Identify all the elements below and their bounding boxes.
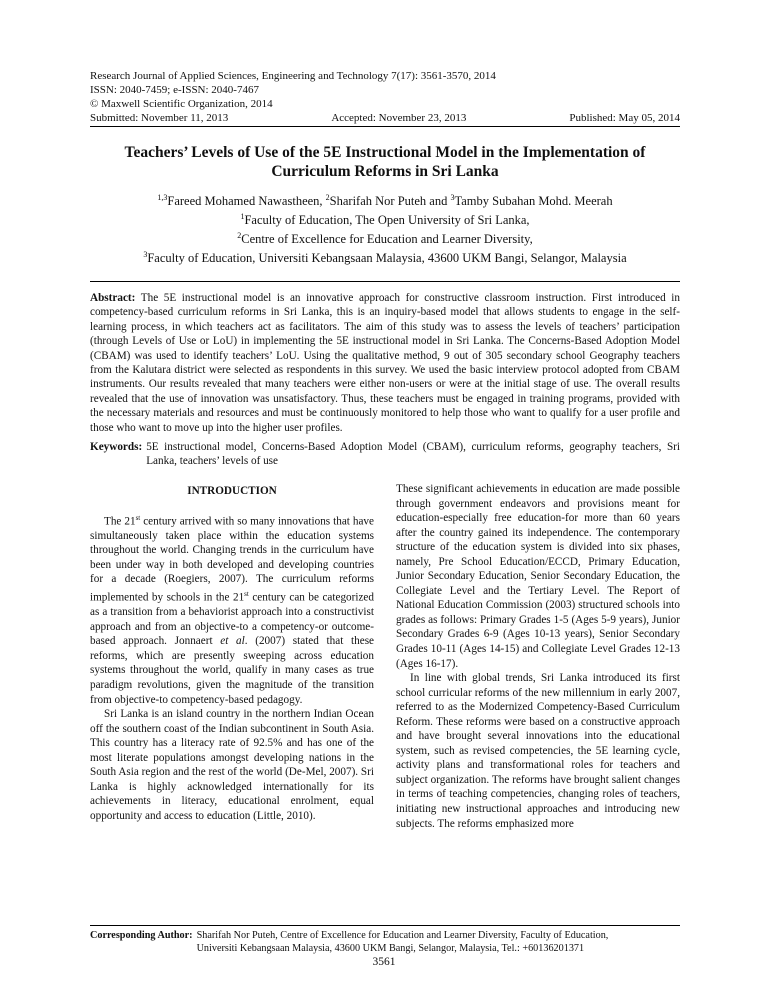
affiliation-1 <box>90 209 680 228</box>
author-sup: 1,3 <box>157 193 168 202</box>
left-column <box>90 484 374 824</box>
affiliation-text: Faculty of Education, Universiti Kebangsaan Malaysia, 43600 UKM Bangi, Selangor, Malaysia <box>147 251 627 266</box>
abstract <box>90 291 680 435</box>
author-name: Fareed Mohamed Nawastheen, <box>167 194 326 209</box>
affiliation-sup: 3 <box>143 250 148 260</box>
affiliation-text: Centre of Excellence for Education and Learner Diversity, <box>241 232 533 247</box>
title-line-1: Teachers’ Levels of Use of the 5E Instructional Model in the Implementation of <box>124 144 646 161</box>
affiliation-text: Faculty of Education, The Open University of Sri Lanka, <box>244 213 530 228</box>
journal-citation: Research Journal of Applied Sciences, Engineering and Technology 7(17): 3561-3570, 2014 <box>90 70 496 82</box>
section-heading: INTRODUCTION <box>187 485 277 497</box>
paragraph: Sri Lanka is an island country in the northern Indian Ocean off the southern coast of the Indian subcontinent in South Asia. This country has a literacy rate of 92.5% and has one of the most literate populations amongst developing nations in the South Asia region and the rest of the world (De-Mel, 2007). Sri Lanka is highly acknowledged internationally for its achievements in literacy, educational enrolment, equal opportunity and access to education (Little, 2010). <box>90 708 374 822</box>
author-sup: 2 <box>325 193 330 202</box>
accepted-date: Accepted: November 23, 2013 <box>331 112 467 124</box>
header-rule <box>90 126 680 127</box>
author-block <box>90 190 680 267</box>
affiliation-sup: 2 <box>237 231 242 241</box>
published-date: Published: May 05, 2014 <box>569 112 680 124</box>
keywords <box>90 440 680 469</box>
corresponding-line: Sharifah Nor Puteh, Centre of Excellence for Education and Learner Diversity, Faculty of Education, <box>196 930 609 941</box>
paragraph: In line with global trends, Sri Lanka introduced its first school curricular reforms of the new millennium in early 2007, referred to as the Modernized Competency-Based Curriculum Reform. These reforms were based on a constructive approach and have brought several innovations into the educational system, such as revised competencies, the 5E learning cycle, activity plans and transformational roles for teachers and subject organization. The reforms have brought salient changes in terms of teaching competencies, changing roles of teachers, initiating new instructional approaches and introducing new subjects. The reforms emphasized more <box>396 672 680 830</box>
keywords-text: 5E instructional model, Concerns-Based Adoption Model (CBAM), curriculum reforms, geography teachers, Sri Lanka, teachers’ levels of use <box>146 441 680 468</box>
keywords-label: Keywords: <box>90 441 143 453</box>
footer-rule <box>90 925 680 926</box>
submitted-date: Submitted: November 11, 2013 <box>90 112 229 124</box>
paper-title <box>90 143 680 181</box>
article-dates <box>90 111 680 125</box>
corresponding-line: Universiti Kebangsaan Malaysia, 43600 UKM Bangi, Selangor, Malaysia, Tel.: +60136201371 <box>196 943 585 954</box>
abstract-label: Abstract: <box>90 292 136 304</box>
corresponding-label: Corresponding Author: <box>90 930 193 941</box>
affiliation-3 <box>90 247 680 266</box>
paragraph: The 21st century arrived with so many innovations that have simultaneously taken place within the education systems throughout the world. Changing trends in the curriculum have been under way in both developed and developing countries for a decade (Roegiers, 2007). The curriculum reforms implemented by schools in the 21st century can be categorized as a transition from a behaviorist approach into a constructivist approach and from an objective-to a competency-or outcome-based approach. Jonnaert et al. (2007) stated that these reforms, which are presently sweeping across education systems throughout the world, qualify in many cases as true paradigm revolutions, given the magnitude of the transition from objective-to competency-based pedagogy. <box>90 513 375 706</box>
abstract-top-rule <box>90 281 680 282</box>
affiliation-2 <box>90 228 680 247</box>
paragraph: These significant achievements in education are made possible through government endeavors and provisions meant for education-especially free education-for more than 60 years after the country gained its independence. The contemporary structure of the education system is divided into six phases, namely, Pre School Education/ECCD, Primary Education, Junior Secondary Education, Senior Secondary Education, the Collegiate Level and the Tertiary Level. The Report of National Education Commission (2003) structured schools into grades as follows: Primary Grades 1-5 (Ages 5-9 years), Junior Secondary Grades 6-9 (Ages 10-13 years), Senior Secondary Grades 10-11 (Ages 14-15) and Collegiate Level Grades 12-13 (Ages 16-17). <box>396 483 680 670</box>
corresponding-text <box>197 929 609 955</box>
copyright: © Maxwell Scientific Organization, 2014 <box>90 98 273 110</box>
author-name: Sharifah Nor Puteh and <box>329 194 451 209</box>
issn: ISSN: 2040-7459; e-ISSN: 2040-7467 <box>90 84 259 96</box>
corresponding-author <box>90 929 680 955</box>
affiliation-sup: 1 <box>240 212 245 222</box>
journal-header <box>90 69 680 125</box>
right-column <box>396 482 680 831</box>
abstract-text: The 5E instructional model is an innovative approach for constructive classroom instruction. First introduced in competency-based curriculum reforms in Sri Lanka, this is an inquiry-based model that allows students to engage in the self-learning process, in which teachers act as facilitators. The aim of this study was to assess the levels of teachers’ participation (through Levels of Use or LoU) in implementing the 5E instructional model in Sri Lanka. The Concerns-Based Adoption Model (CBAM) was used to identify teachers’ LoU. Using the qualitative method, 9 out of 305 secondary school Geography teachers from the Kalutara district were selected as respondents in this survey. We used the basic interview protocol adopted from CBAM instruments. Our results revealed that many teachers were either non-users or were at the initial stage of use. The overall results revealed that the use of innovation was unsatisfactory. Thus, these teachers must be engaged in training programs, provided with the necessary materials and resources and must be continuously monitored to help those who want to qualify for a user profile and those who want to move up into the higher user profiles. <box>90 292 680 434</box>
author-sup: 3 <box>450 193 455 202</box>
title-line-2: Curriculum Reforms in Sri Lanka <box>271 163 499 180</box>
author-name: Tamby Subahan Mohd. Meerah <box>454 194 613 209</box>
page-number: 3561 <box>372 956 396 968</box>
author-names <box>90 190 680 209</box>
